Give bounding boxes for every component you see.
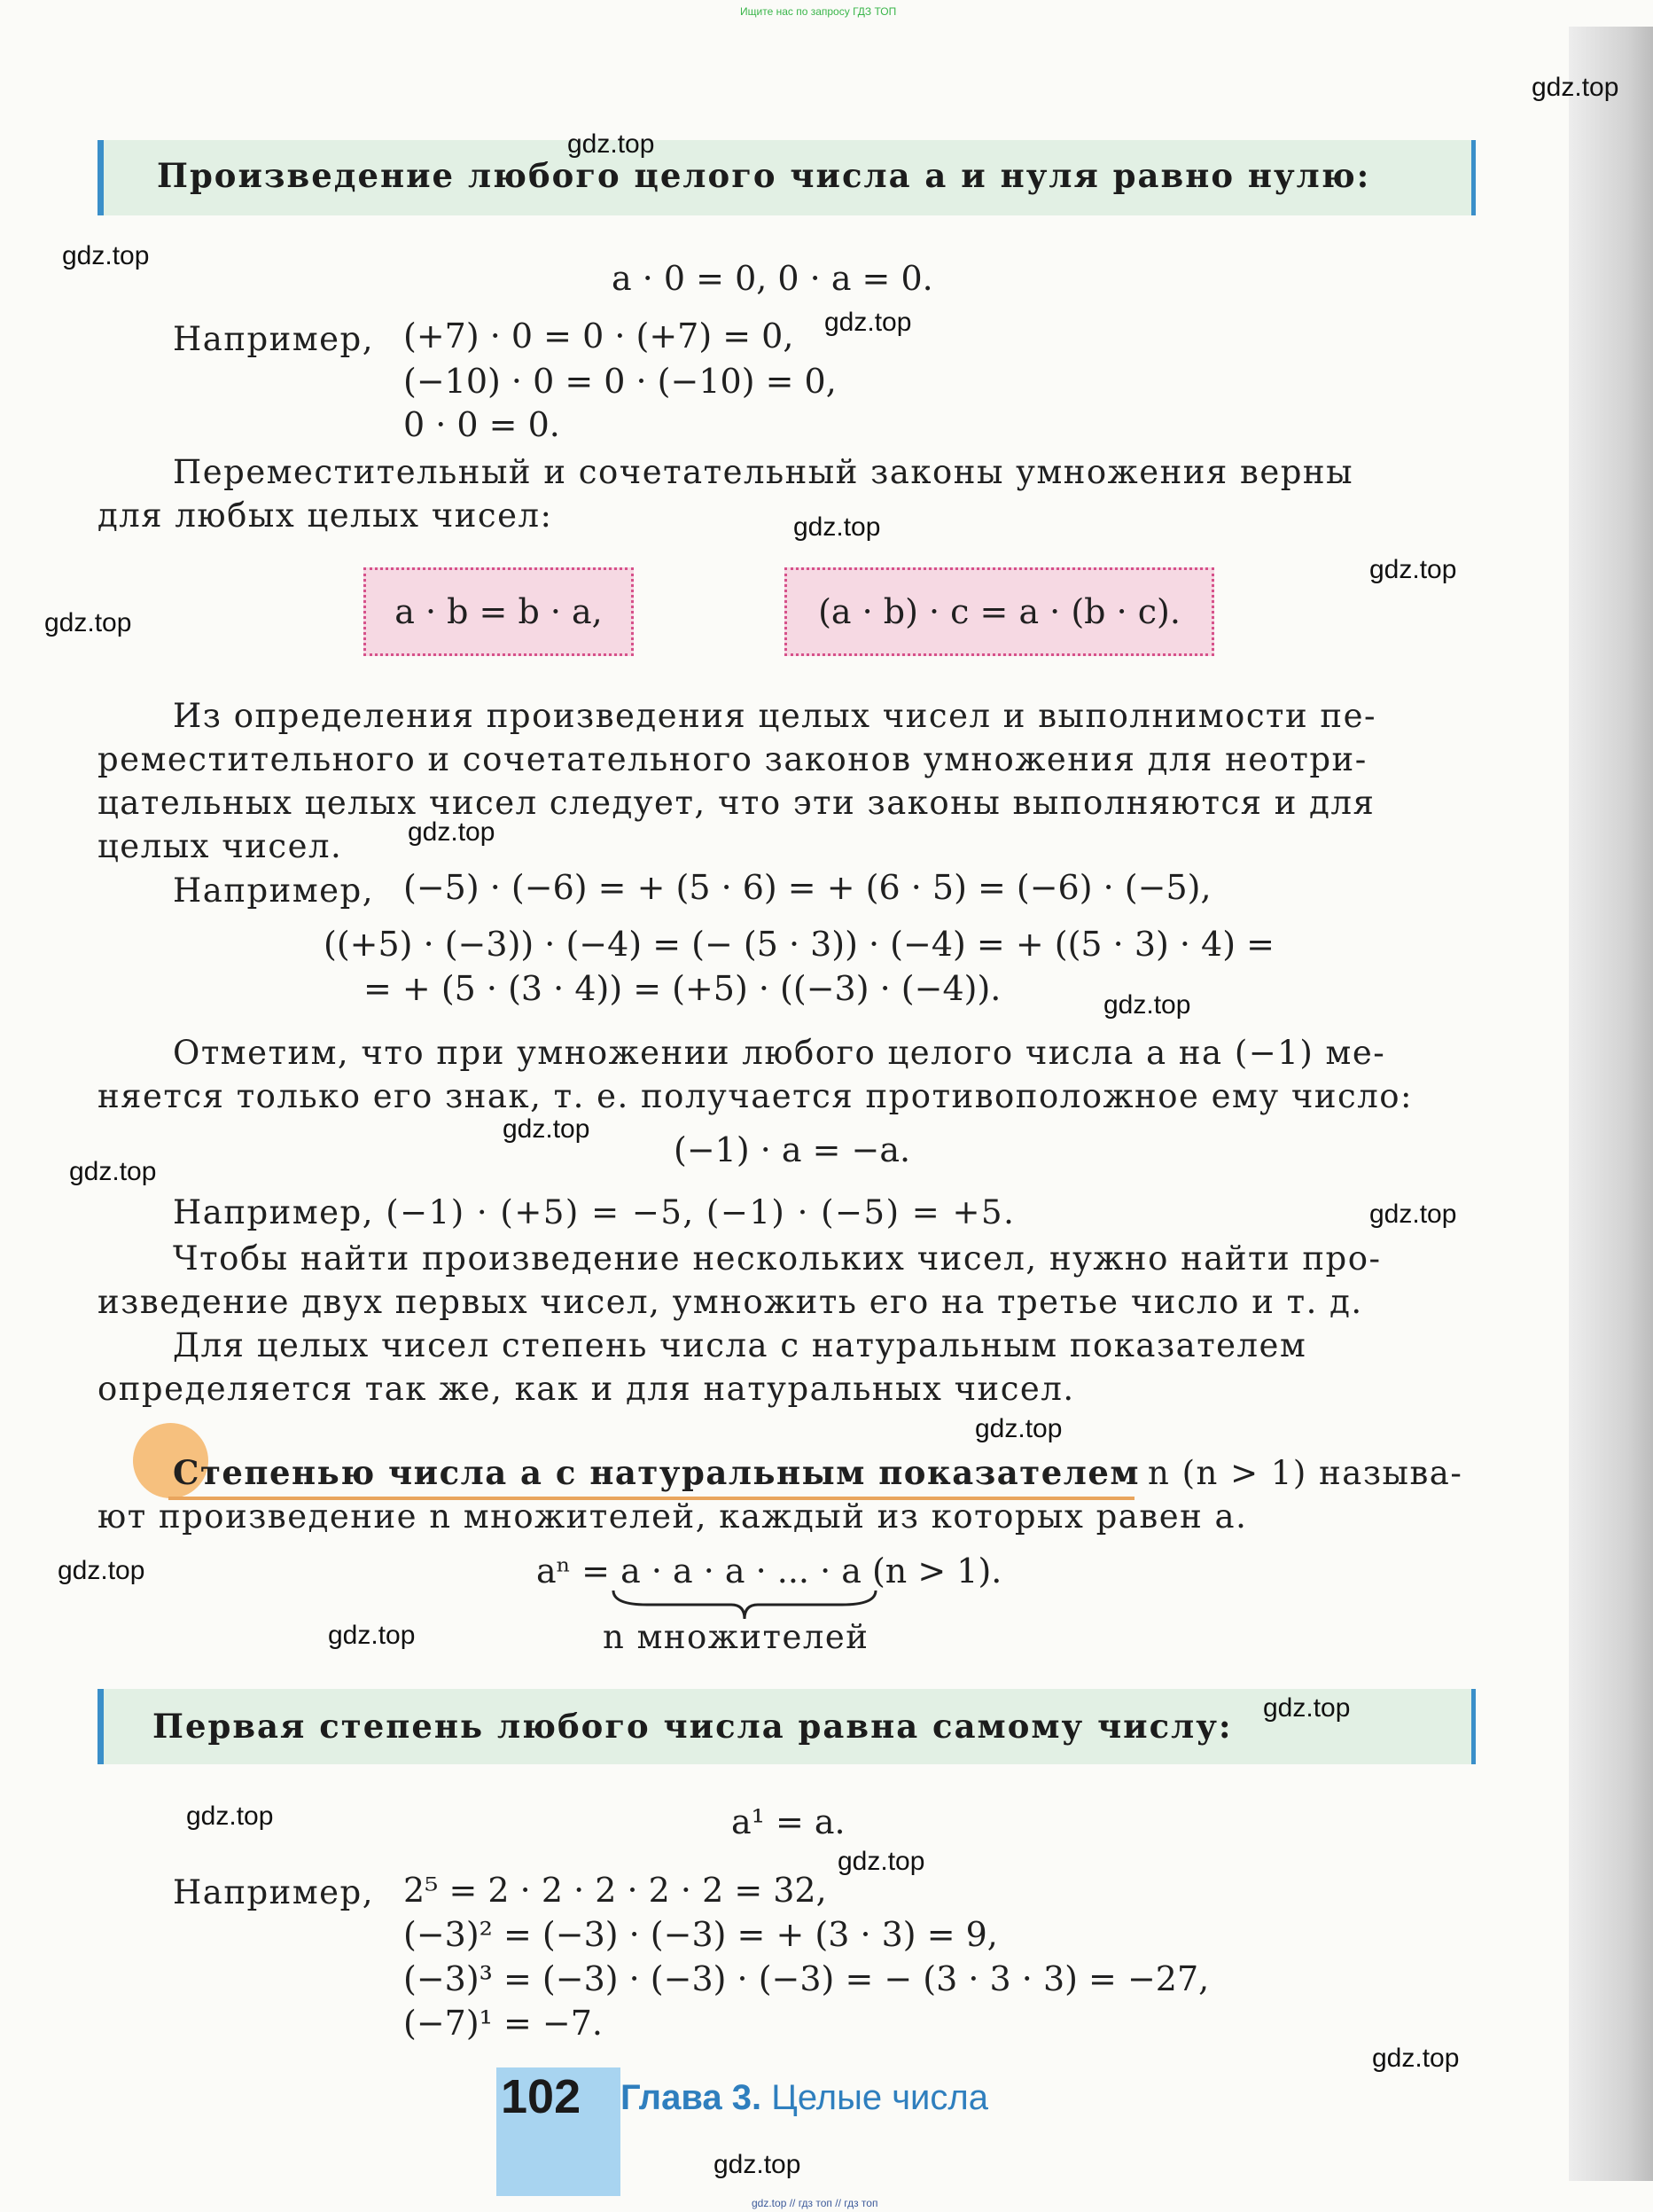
watermark: gdz.top [838, 1847, 925, 1876]
watermark: gdz.top [793, 512, 881, 542]
rule-first-power-text: Первая степень любого числа равна самому числу: [152, 1707, 1233, 1746]
page-number: 102 [501, 2070, 581, 2123]
top-watermark: Ищите нас по запросу ГДЗ ТОП [740, 5, 897, 18]
example2-lead: Например, [173, 872, 374, 910]
definition-term: Степенью числа a с натуральным показателем [173, 1453, 1140, 1492]
watermark: gdz.top [1532, 73, 1619, 102]
example4-line: (−3)² = (−3) · (−3) = + (3 · 3) = 9, [403, 1915, 998, 1954]
brace-label: n множителей [603, 1618, 869, 1656]
watermark: gdz.top [69, 1157, 157, 1186]
watermark: gdz.top [44, 608, 132, 637]
watermark: gdz.top [328, 1621, 416, 1650]
para-laws-line: Из определения произведения целых чисел и выполнимости пе- [173, 697, 1376, 735]
watermark: gdz.top [186, 1802, 274, 1831]
example1-line: (−10) · 0 = 0 · (−10) = 0, [403, 362, 837, 401]
watermark: gdz.top [824, 308, 912, 337]
rule-zero-product-text: Произведение любого целого числа a и нуля равно нулю: [157, 156, 1371, 195]
law-associative-box [784, 567, 1214, 656]
watermark: gdz.top [975, 1414, 1063, 1443]
para-product-line: изведение двух первых чисел, умножить его на третье число и т. д. [97, 1283, 1363, 1321]
para-product-line: Для целых чисел степень числа с натуральным показателем [173, 1326, 1307, 1364]
chapter-label: Глава 3. [620, 2078, 762, 2117]
formula-first-power: a¹ = a. [731, 1802, 846, 1841]
para-laws-line: цательных целых чисел следует, что эти законы выполняются и для [97, 784, 1376, 822]
example4-lead: Например, [173, 1873, 374, 1911]
example2-line: (−5) · (−6) = + (5 · 6) = + (6 · 5) = (−6) · (−5), [403, 868, 1212, 907]
law-commutative: a · b = b · a, [394, 592, 603, 631]
watermark: gdz.top [503, 1114, 590, 1144]
definition-tail: n (n > 1) называ- [1148, 1454, 1463, 1492]
watermark: gdz.top [1369, 1200, 1457, 1229]
laws-intro-line: для любых целых чисел: [97, 496, 553, 535]
example2-line: ((+5) · (−3)) · (−4) = (− (5 · 3)) · (−4) = + ((5 · 3) · 4) = [324, 925, 1275, 964]
watermark: gdz.top [1263, 1693, 1351, 1723]
law-commutative-box [363, 567, 634, 656]
formula-zero-product: a · 0 = 0, 0 · a = 0. [612, 259, 933, 298]
watermark: gdz.top [1103, 990, 1191, 1020]
law-associative: (a · b) · c = a · (b · c). [818, 592, 1181, 631]
para-product-line: Чтобы найти произведение нескольких чисел, нужно найти про- [173, 1239, 1382, 1278]
para-laws-line: целых чисел. [97, 827, 343, 865]
page-edge-shadow [1569, 27, 1653, 2181]
example1-line: 0 · 0 = 0. [403, 405, 560, 444]
watermark: gdz.top [713, 2150, 801, 2179]
para-laws-line: реместительного и сочетательного законов умножения для неотри- [97, 740, 1368, 778]
chapter-title [620, 2078, 988, 2118]
example4-line: (−3)³ = (−3) · (−3) · (−3) = − (3 · 3 · 3) = −27, [403, 1959, 1210, 1998]
watermark: gdz.top [1369, 555, 1457, 584]
example1-lead: Например, [173, 320, 374, 358]
watermark: gdz.top [62, 241, 150, 270]
example1-line: (+7) · 0 = 0 · (+7) = 0, [403, 317, 794, 356]
watermark: gdz.top [1372, 2044, 1460, 2073]
definition-line2: ют произведение n множителей, каждый из которых равен a. [97, 1497, 1248, 1536]
chapter-name: Целые числа [771, 2078, 988, 2117]
para-minus-one-line: няется только его знак, т. е. получается противоположное ему число: [97, 1077, 1413, 1115]
watermark: gdz.top [567, 129, 655, 159]
laws-intro-line: Переместительный и сочетательный законы умножения верны [173, 453, 1354, 491]
example3: Например, (−1) · (+5) = −5, (−1) · (−5) = +5. [173, 1193, 1016, 1231]
watermark: gdz.top [58, 1556, 145, 1585]
para-minus-one-line: Отметим, что при умножении любого целого числа a на (−1) ме- [173, 1034, 1386, 1072]
bottom-watermark: gdz.top // гдз топ // гдз топ [752, 2197, 878, 2209]
rule-box-zero-product [97, 140, 1476, 215]
example4-line: (−7)¹ = −7. [403, 2004, 603, 2043]
formula-power: aⁿ = a · a · a · ... · a (n > 1). [536, 1552, 1002, 1591]
watermark: gdz.top [408, 817, 495, 847]
para-product-line: определяется так же, как и для натуральных чисел. [97, 1370, 1075, 1408]
example4-line: 2⁵ = 2 · 2 · 2 · 2 · 2 = 32, [403, 1871, 827, 1910]
formula-minus-one: (−1) · a = −a. [674, 1130, 911, 1169]
example2-line: = + (5 · (3 · 4)) = (+5) · ((−3) · (−4)). [363, 969, 1002, 1008]
